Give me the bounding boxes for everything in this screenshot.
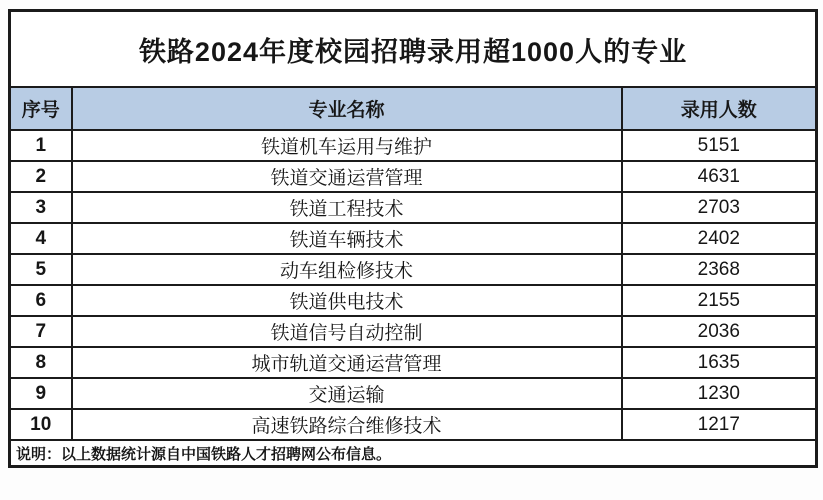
table-row — [10, 192, 817, 223]
table-row — [10, 254, 817, 285]
row-no: 2 — [10, 161, 72, 192]
row-major: 铁道车辆技术 — [72, 223, 622, 254]
row-major: 铁道交通运营管理 — [72, 161, 622, 192]
row-count: 1217 — [622, 409, 817, 440]
note-row — [10, 440, 817, 467]
col-header-major: 专业名称 — [72, 87, 622, 130]
row-no: 8 — [10, 347, 72, 378]
table-row — [10, 378, 817, 409]
row-major: 城市轨道交通运营管理 — [72, 347, 622, 378]
table-row — [10, 285, 817, 316]
row-major: 铁道机车运用与维护 — [72, 130, 622, 161]
table-title: 铁路2024年度校园招聘录用超1000人的专业 — [10, 11, 817, 88]
row-no: 3 — [10, 192, 72, 223]
table-row — [10, 347, 817, 378]
row-major: 铁道工程技术 — [72, 192, 622, 223]
row-count: 2155 — [622, 285, 817, 316]
row-no: 1 — [10, 130, 72, 161]
row-count: 1230 — [622, 378, 817, 409]
table-row — [10, 316, 817, 347]
row-no: 5 — [10, 254, 72, 285]
row-major: 高速铁路综合维修技术 — [72, 409, 622, 440]
row-major: 铁道供电技术 — [72, 285, 622, 316]
row-no: 4 — [10, 223, 72, 254]
col-header-no: 序号 — [10, 87, 72, 130]
row-count: 5151 — [622, 130, 817, 161]
row-major: 交通运输 — [72, 378, 622, 409]
row-no: 9 — [10, 378, 72, 409]
row-count: 2368 — [622, 254, 817, 285]
header-row — [10, 87, 817, 130]
row-no: 7 — [10, 316, 72, 347]
row-no: 10 — [10, 409, 72, 440]
row-major: 铁道信号自动控制 — [72, 316, 622, 347]
row-major: 动车组检修技术 — [72, 254, 622, 285]
col-header-count: 录用人数 — [622, 87, 817, 130]
row-count: 2402 — [622, 223, 817, 254]
row-no: 6 — [10, 285, 72, 316]
row-count: 2703 — [622, 192, 817, 223]
table-row — [10, 161, 817, 192]
table-row — [10, 130, 817, 161]
recruitment-table — [8, 9, 818, 468]
title-row — [10, 11, 817, 88]
row-count: 1635 — [622, 347, 817, 378]
row-count: 2036 — [622, 316, 817, 347]
table-note: 说明：以上数据统计源自中国铁路人才招聘网公布信息。 — [10, 440, 817, 467]
table-row — [10, 409, 817, 440]
row-count: 4631 — [622, 161, 817, 192]
table-row — [10, 223, 817, 254]
